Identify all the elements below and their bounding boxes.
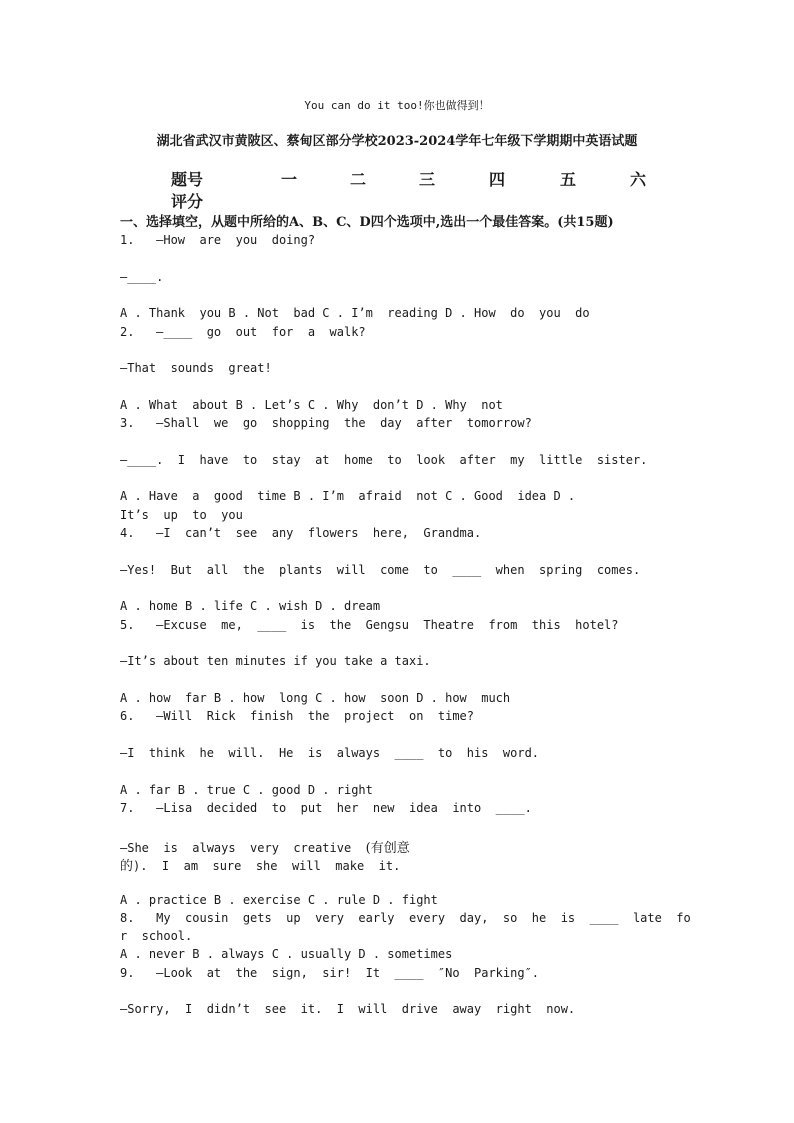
score-table-score-label: 评分: [171, 192, 204, 211]
score-table-col-6: 六: [630, 170, 647, 189]
question-3-options-line-2: It’s up to you: [120, 508, 243, 522]
question-7-reply-text-1: —She is always very creative: [120, 841, 366, 855]
question-5-reply: —It’s about ten minutes if you take a taxi.: [120, 654, 431, 668]
question-6-stem: 6. —Will Rick finish the project on time?: [120, 709, 475, 723]
question-9-stem: 9. —Look at the sign, sir! It ____ ″No Parking″.: [120, 966, 540, 980]
question-8-stem-line-1: 8. My cousin gets up very early every day, so he is ____ late fo: [120, 911, 691, 925]
question-3-reply: —____. I have to stay at home to look after my little sister.: [120, 453, 648, 467]
question-1-reply: —____.: [120, 270, 164, 284]
score-table-col-5: 五: [560, 170, 577, 189]
question-7-options: A . practice B . exercise C . rule D . fight: [120, 893, 438, 907]
score-table-col-4: 四: [489, 170, 506, 189]
question-2-reply: —That sounds great!: [120, 361, 272, 375]
question-4-stem: 4. —I can’t see any flowers here, Grandma.: [120, 526, 482, 540]
question-6-reply: —I think he will. He is always ____ to his word.: [120, 746, 540, 760]
question-5-stem: 5. —Excuse me, ____ is the Gengsu Theatre from this hotel?: [120, 618, 619, 632]
question-6-options: A . far B . true C . good D . right: [120, 783, 373, 797]
question-5-options: A . how far B . how long C . how soon D . how much: [120, 691, 511, 705]
question-7-reply-text-2: ). I am sure she will make it.: [133, 859, 401, 873]
question-2-stem: 2. —____ go out for a walk?: [120, 325, 366, 339]
question-7-reply-line-1: [120, 837, 410, 856]
page-header-motto: You can do it too!你也做得到！: [304, 99, 490, 112]
question-9-reply: —Sorry, I didn’t see it. I will drive away right now.: [120, 1002, 576, 1016]
question-8-options: A . never B . always C . usually D . sometimes: [120, 947, 453, 961]
question-2-options: A . What about B . Let’s C . Why don’t D . Why not: [120, 398, 503, 412]
score-table-row-label: 题号: [171, 170, 204, 189]
question-7-reply-line-2: [120, 855, 400, 874]
question-7-reply-gloss-1: (有创意: [365, 841, 410, 856]
score-table-col-3: 三: [419, 170, 436, 189]
score-table-col-2: 二: [350, 170, 367, 189]
question-4-options: A . home B . life C . wish D . dream: [120, 599, 381, 613]
score-table-col-1: 一: [281, 170, 298, 189]
question-7-stem: 7. —Lisa decided to put her new idea into ____.: [120, 801, 532, 815]
question-1-options: A . Thank you B . Not bad C . I’m reading D . How do you do: [120, 306, 590, 320]
question-3-stem: 3. —Shall we go shopping the day after tomorrow?: [120, 416, 532, 430]
question-4-reply: —Yes! But all the plants will come to ____ when spring comes.: [120, 563, 641, 577]
question-7-reply-gloss-2: 的: [120, 859, 134, 874]
question-8-stem-line-2: r school.: [120, 929, 193, 943]
section-1-heading: 一、选择填空，从题中所给的A、B、C、D四个选项中,选出一个最佳答案。(共15题): [120, 215, 614, 230]
question-3-options-line-1: A . Have a good time B . I’m afraid not C . Good idea D .: [120, 489, 576, 503]
exam-title: 湖北省武汉市黄陂区、蔡甸区部分学校2023-2024学年七年级下学期期中英语试题: [156, 134, 638, 149]
question-1-stem: 1. —How are you doing?: [120, 233, 316, 247]
